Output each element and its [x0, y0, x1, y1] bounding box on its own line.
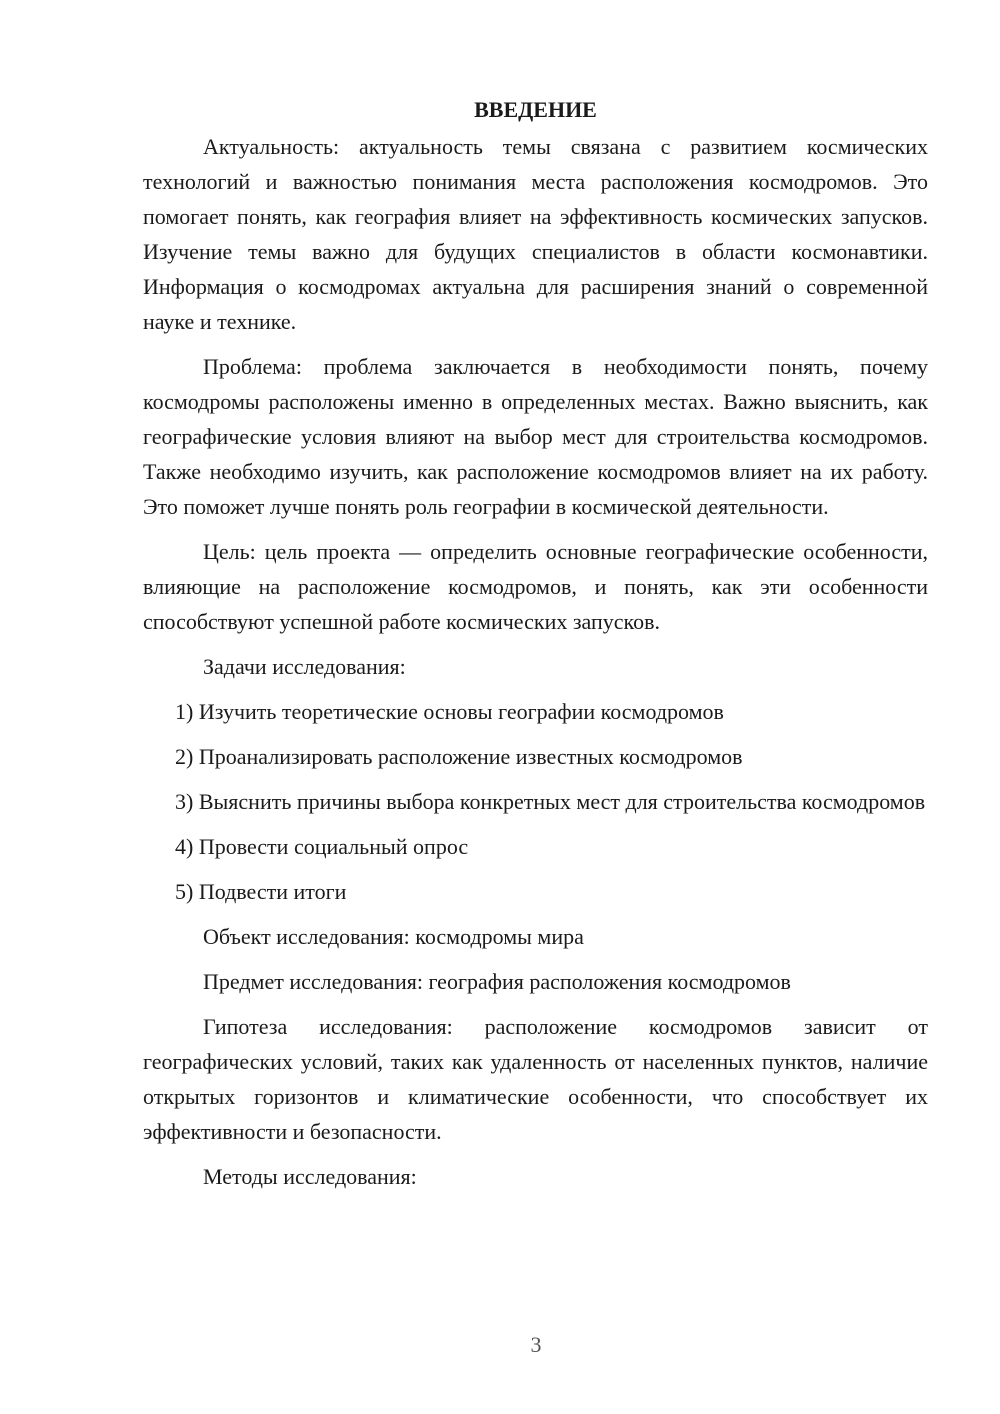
task-item-2: 2) Проанализировать расположение известных космодромов — [175, 744, 743, 769]
task-item-4: 4) Провести социальный опрос — [175, 834, 469, 859]
task-item-3: 3) Выяснить причины выбора конкретных мест для строительства космодромов — [175, 789, 926, 814]
task-item-1: 1) Изучить теоретические основы географии космодромов — [175, 699, 724, 724]
research-object: Объект исследования: космодромы мира — [203, 924, 584, 949]
goal-paragraph: Цель: цель проекта — определить основные географические особенности, влияющие на расположение космодромов, и понять, как эти особенности способствуют успешной работе космических запусков. — [143, 539, 928, 634]
document-page — [143, 92, 928, 1204]
tasks-heading: Задачи исследования: — [203, 654, 406, 679]
hypothesis-paragraph: Гипотеза исследования: расположение космодромов зависит от географических условий, таких как удаленность от населенных пунктов, наличие открытых горизонтов и климатические особенности, что способствует их эффективности и безопасности. — [143, 1014, 928, 1144]
relevance-paragraph: Актуальность: актуальность темы связана с развитием космических технологий и важностью понимания места расположения космодромов. Это помогает понять, как география влияет на эффективность космических запусков. Изучение темы важно для будущих специалистов в области космонавтики. Информация о космодромах актуальна для расширения знаний о современной науке и технике. — [143, 134, 928, 334]
task-item-5: 5) Подвести итоги — [175, 879, 347, 904]
problem-paragraph: Проблема: проблема заключается в необходимости понять, почему космодромы расположены именно в определенных местах. Важно выяснить, как географические условия влияют на выбор мест для строительства космодромов. Также необходимо изучить, как расположение космодромов влияет на их работу. Это поможет лучше понять роль географии в космической деятельности. — [143, 354, 928, 519]
methods-heading: Методы исследования: — [203, 1164, 417, 1189]
research-subject: Предмет исследования: география расположения космодромов — [203, 969, 791, 994]
section-title: ВВЕДЕНИЕ — [474, 97, 597, 122]
page-number: 3 — [530, 1332, 542, 1357]
